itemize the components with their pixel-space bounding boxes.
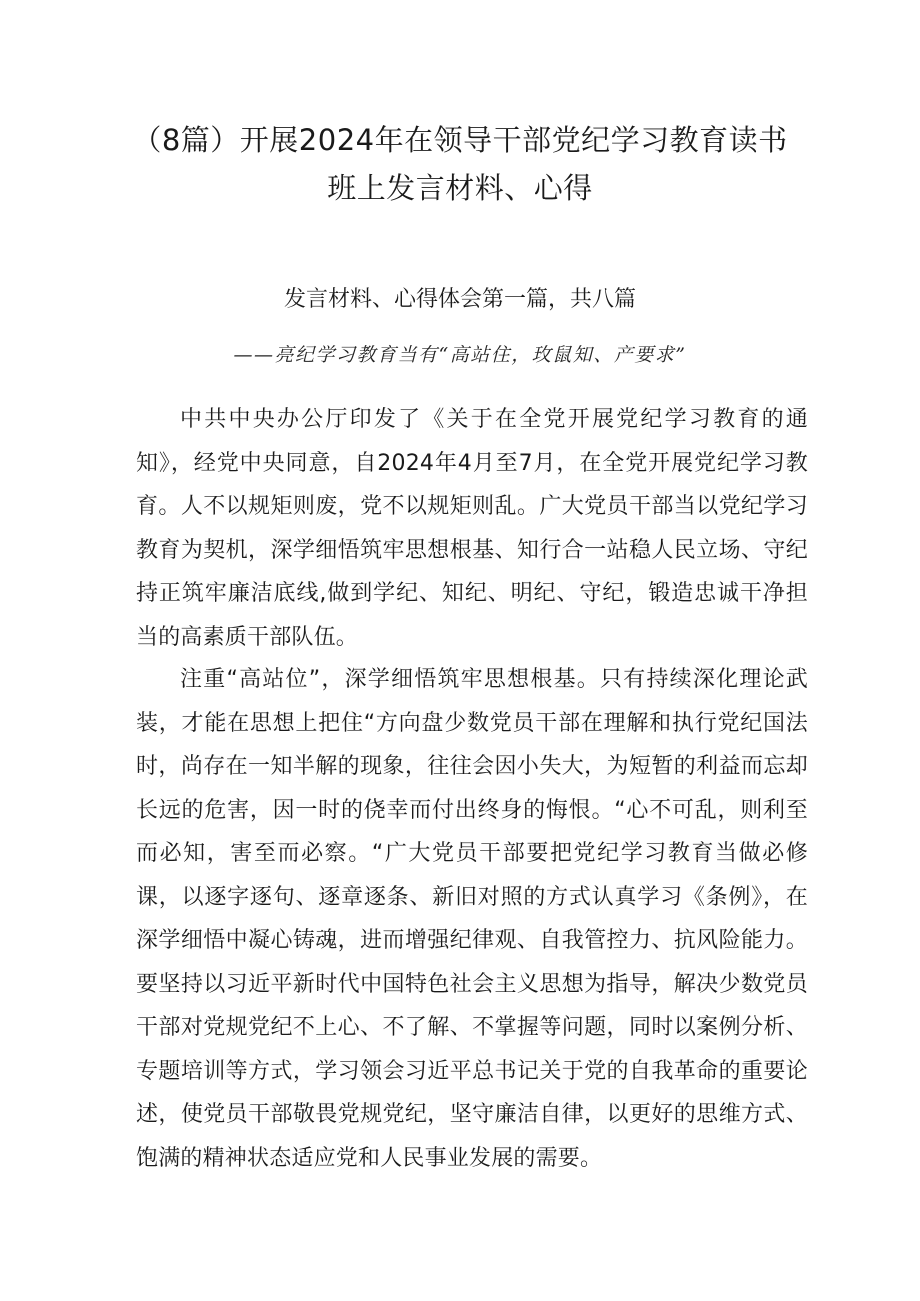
document-title-line1: （8篇）开展2024年在领导干部党纪学习教育读书 — [132, 123, 788, 157]
body-paragraph-1: 中共中央办公厅印发了《关于在全党开展党纪学习教育的通知》，经党中央同意，自2024年4月至7月，在全党开展党纪学习教育。人不以规矩则废，党不以规矩则乱。广大党员干部当以党纪学习教育为契机，深学细悟筑牢思想根基、知行合一站稳人民立场、守纪持正筑牢廉洁底线,做到学纪、知纪、明纪、守纪，锻造忠诚干净担当的高素质干部队伍。 — [136, 407, 808, 650]
section-subtitle: ——亮纪学习教育当有“高站住，玫鼠知、产要求” — [233, 344, 687, 366]
section-title: 发言材料、心得体会第一篇，共八篇 — [283, 287, 636, 312]
document-title — [120, 116, 800, 212]
body-paragraph-2: 注重“高站位”，深学细悟筑牢思想根基。只有持续深化理论武装，才能在思想上把住“方向盘少数党员干部在理解和执行党纪国法时，尚存在一知半解的现象，往往会因小失大，为短暂的利益而忘却长远的危害，因一时的侥幸而付出终身的悔恨。“心不可乱，则利至而必知，害至而必察。“广大党员干部要把党纪学习教育当做必修课，以逐字逐句、逐章逐条、新旧对照的方式认真学习《条例》，在深学细悟中凝心铸魂，进而增强纪律观、自我管控力、抗风险能力。要坚持以习近平新时代中国特色社会主义思想为指导，解决少数党员干部对党规党纪不上心、不了解、不掌握等问题，同时以案例分析、专题培训等方式，学习领会习近平总书记关于党的自我革命的重要论述，使党员干部敬畏党规党纪，坚守廉洁自律，以更好的思维方式、饱满的精神状态适应党和人民事业发展的需要。 — [136, 667, 808, 1171]
document-title-line2: 班上发言材料、心得 — [327, 171, 593, 205]
